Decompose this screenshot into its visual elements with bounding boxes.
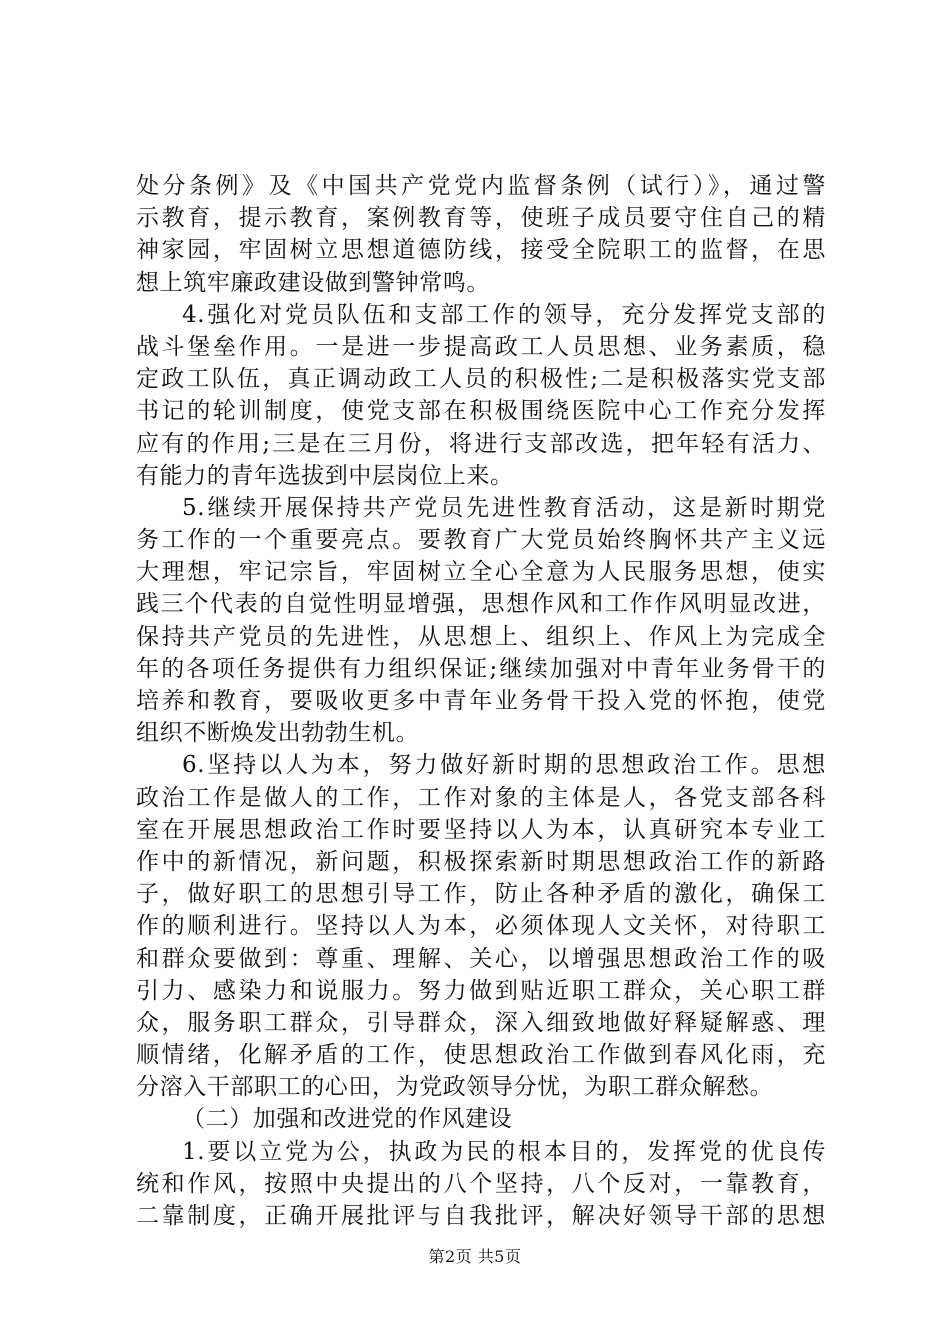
paragraph xyxy=(136,492,826,750)
text-line: 顺情绪，化解矛盾的工作，使思想政治工作做到春风化雨，充 xyxy=(136,1042,826,1069)
text-line: 大理想，牢记宗旨，牢固树立全心全意为人民服务思想，使实 xyxy=(136,559,826,586)
paragraph xyxy=(136,299,826,492)
text-line: 神家园，牢固树立思想道德防线，接受全院职工的监督，在思 xyxy=(136,237,826,264)
paragraph xyxy=(136,170,826,299)
text-line: 战斗堡垒作用。一是进一步提高政工人员思想、业务素质，稳 xyxy=(136,333,826,360)
text-line: 和群众要做到：尊重、理解、关心，以增强思想政治工作的吸 xyxy=(136,945,826,972)
text-line: 年的各项任务提供有力组织保证;继续加强对中青年业务骨干的 xyxy=(136,655,826,682)
text-line: 作的顺利进行。坚持以人为本，必须体现人文关怀，对待职工 xyxy=(136,913,826,940)
paragraph xyxy=(136,1136,826,1233)
text-line: 务工作的一个重要亮点。要教育广大党员始终胸怀共产主义远 xyxy=(136,527,826,554)
text-line: 引力、感染力和说服力。努力做到贴近职工群众，关心职工群 xyxy=(136,977,826,1004)
section-heading: （二）加强和改进党的作风建设 xyxy=(182,1106,513,1133)
text-line: 统和作风，按照中央提出的八个坚持，八个反对，一靠教育， xyxy=(136,1170,826,1197)
text-line: 应有的作用;三是在三月份，将进行支部改选，把年轻有活力、 xyxy=(136,430,826,457)
text-line: 想上筑牢廉政建设做到警钟常鸣。 xyxy=(136,269,490,296)
text-line: 践三个代表的自觉性明显增强，思想作风和工作作风明显改进， xyxy=(136,591,826,618)
text-line: 定政工队伍，真正调动政工人员的积极性;二是积极落实党支部 xyxy=(136,366,826,393)
text-line: 6.坚持以人为本，努力做好新时期的思想政治工作。思想 xyxy=(182,752,826,779)
text-line: 有能力的青年选拔到中层岗位上来。 xyxy=(136,462,514,489)
text-line: 政治工作是做人的工作，工作对象的主体是人，各党支部各科 xyxy=(136,784,826,811)
text-line: 室在开展思想政治工作时要坚持以人为本，认真研究本专业工 xyxy=(136,816,826,843)
text-line: 处分条例》及《中国共产党党内监督条例（试行）》，通过警 xyxy=(136,173,826,199)
text-line: 众，服务职工群众，引导群众，深入细致地做好释疑解惑、理 xyxy=(136,1009,826,1036)
text-line: 分溶入干部职工的心田，为党政领导分忧，为职工群众解愁。 xyxy=(136,1074,774,1101)
text-line: 作中的新情况，新问题，积极探索新时期思想政治工作的新路 xyxy=(136,848,826,875)
text-line: 4.强化对党员队伍和支部工作的领导，充分发挥党支部的 xyxy=(182,301,826,328)
text-line: 培养和教育，要吸收更多中青年业务骨干投入党的怀抱，使党 xyxy=(136,688,826,714)
text-line: 保持共产党员的先进性，从思想上、组织上、作风上为完成全 xyxy=(136,623,826,650)
text-line: 组织不断焕发出勃勃生机。 xyxy=(136,720,420,747)
text-line: 子，做好职工的思想引导工作，防止各种矛盾的激化，确保工 xyxy=(136,881,826,908)
text-line: 二靠制度，正确开展批评与自我批评，解决好领导干部的思想 xyxy=(136,1203,826,1229)
text-line: 5.继续开展保持共产党员先进性教育活动，这是新时期党 xyxy=(182,494,826,521)
text-line: 书记的轮训制度，使党支部在积极围绕医院中心工作充分发挥 xyxy=(136,398,826,425)
page-footer: 第2页 共5页 xyxy=(428,1247,522,1266)
text-line: 示教育，提示教育，案例教育等，使班子成员要守住自己的精 xyxy=(136,205,826,232)
paragraph xyxy=(136,749,826,1103)
text-line: 1.要以立党为公，执政为民的根本目的，发挥党的优良传 xyxy=(182,1138,826,1165)
document-body xyxy=(136,170,826,1232)
